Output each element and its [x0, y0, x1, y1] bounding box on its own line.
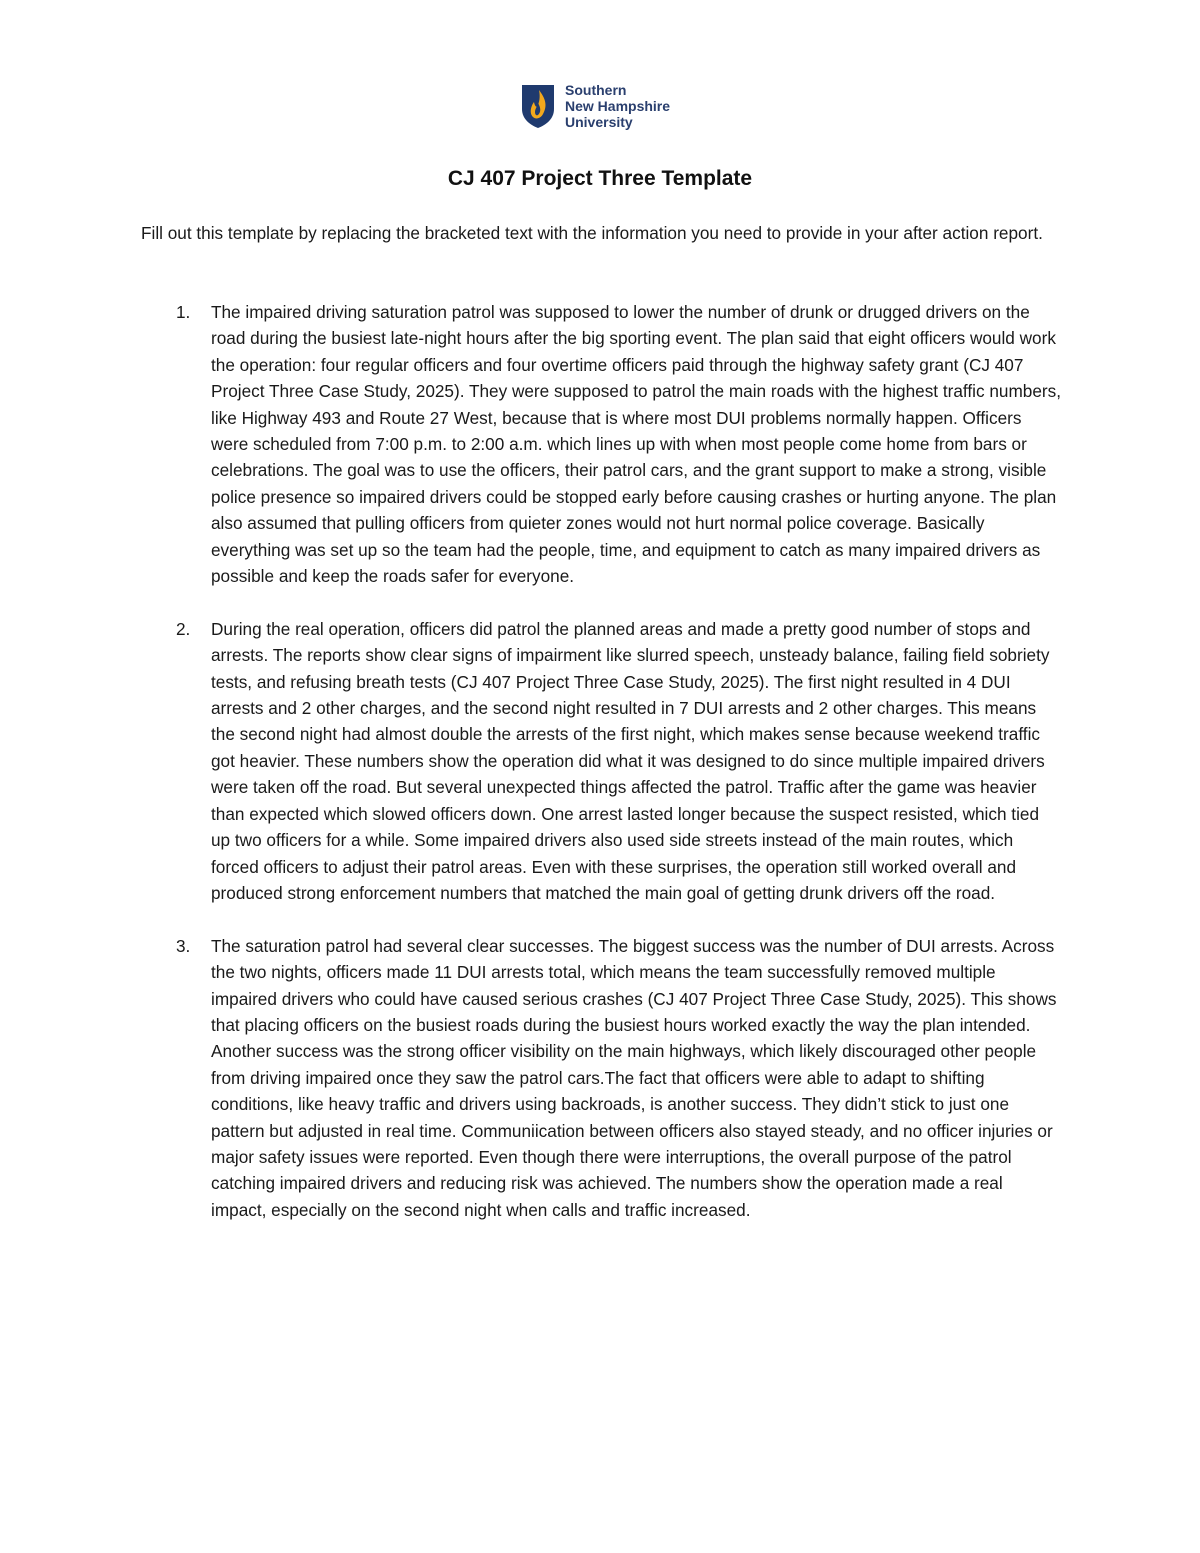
- list-item-number: 1.: [176, 302, 191, 322]
- page-title: CJ 407 Project Three Template: [447, 167, 753, 190]
- intro-paragraph: Fill out this template by replacing the bracketed text with the information you need to provide in your after action report.: [141, 223, 1043, 243]
- list-item-text: During the real operation, officers did patrol the planned areas and made a pretty good number of stops and arrests. The reports show clear signs of impairment like slurred speech, unsteady balance, failing field sobriety tests, and refusing breath tests (CJ 407 Project Three Case Study, 2025). The first night resulted in 4 DUI arrests and 2 other charges, and the second night resulted in 7 DUI arrests and 2 other charges. This means the second night had almost double the arrests of the first night, which makes sense because weekend traffic got heavier. These numbers show the operation did what it was designed to do since multiple impaired drivers were taken off the road. But several unexpected things affected the patrol. Traffic after the game was heavier than expected which slowed officers down. One arrest lasted longer because the suspect resisted, which tied up two officers for a while. Some impaired drivers also used side streets instead of the main routes, which forced officers to adjust their patrol areas. Even with these surprises, the operation still worked overall and produced strong enforcement numbers that matched the main goal of getting drunk drivers off the road.: [211, 618, 1050, 903]
- list-item-text: The impaired driving saturation patrol was supposed to lower the number of drunk or drugged drivers on the road during the busiest late-night hours after the big sporting event. The plan said that eight officers would work the operation: four regular officers and four overtime officers paid through the highway safety grant (CJ 407 Project Three Case Study, 2025). They were supposed to patrol the main roads with the highest traffic numbers, like Highway 493 and Route 27 West, because that is where most DUI problems normally happen. Officers were scheduled from 7:00 p.m. to 2:00 a.m. which lines up with when most people come home from bars or celebrations. The goal was to use the officers, their patrol cars, and the grant support to make a strong, visible police presence so impaired drivers could be stopped early before causing crashes or hurting anyone. The plan also assumed that pulling officers from quieter zones would not hurt normal police coverage. Basically everything was set up so the team had the people, time, and equipment to catch as many impaired drivers as possible and keep the roads safer for everyone.: [211, 302, 1061, 587]
- list-item-number: 2.: [176, 618, 191, 639]
- logo-line-3: University: [565, 114, 633, 130]
- logo-line-1: Southern: [565, 82, 627, 98]
- logo-line-2: New Hampshire: [565, 98, 671, 114]
- list-item: [141, 616, 1061, 906]
- university-logo: [520, 82, 670, 130]
- list-item: [141, 933, 1061, 1223]
- list-item-number: 3.: [176, 935, 191, 956]
- list-item-text: The saturation patrol had several clear successes. The biggest success was the number of DUI arrests. Across the two nights, officers made 11 DUI arrests total, which means the team successfully removed multiple impaired drivers who could have caused serious crashes (CJ 407 Project Three Case Study, 2025). This shows that placing officers on the busiest roads during the busiest hours worked exactly the way the plan intended. Another success was the strong officer visibility on the main highways, which likely discouraged other people from driving impaired once they saw the patrol cars.The fact that officers were able to adapt to shifting conditions, like heavy traffic and drivers using backroads, is another success. They didn’t stick to just one pattern but adjusted in real time. Communiication between officers also stayed steady, and no officer injuries or major safety issues were reported. Even though there were interruptions, the overall purpose of the patrol catching impaired drivers and reducing risk was achieved. The numbers show the operation made a real impact, especially on the second night when calls and traffic increased.: [211, 935, 1057, 1220]
- shield-flame-icon: [520, 83, 556, 129]
- logo-wordmark: [565, 82, 670, 130]
- list-item: [141, 299, 1061, 589]
- numbered-list: [141, 299, 1061, 1250]
